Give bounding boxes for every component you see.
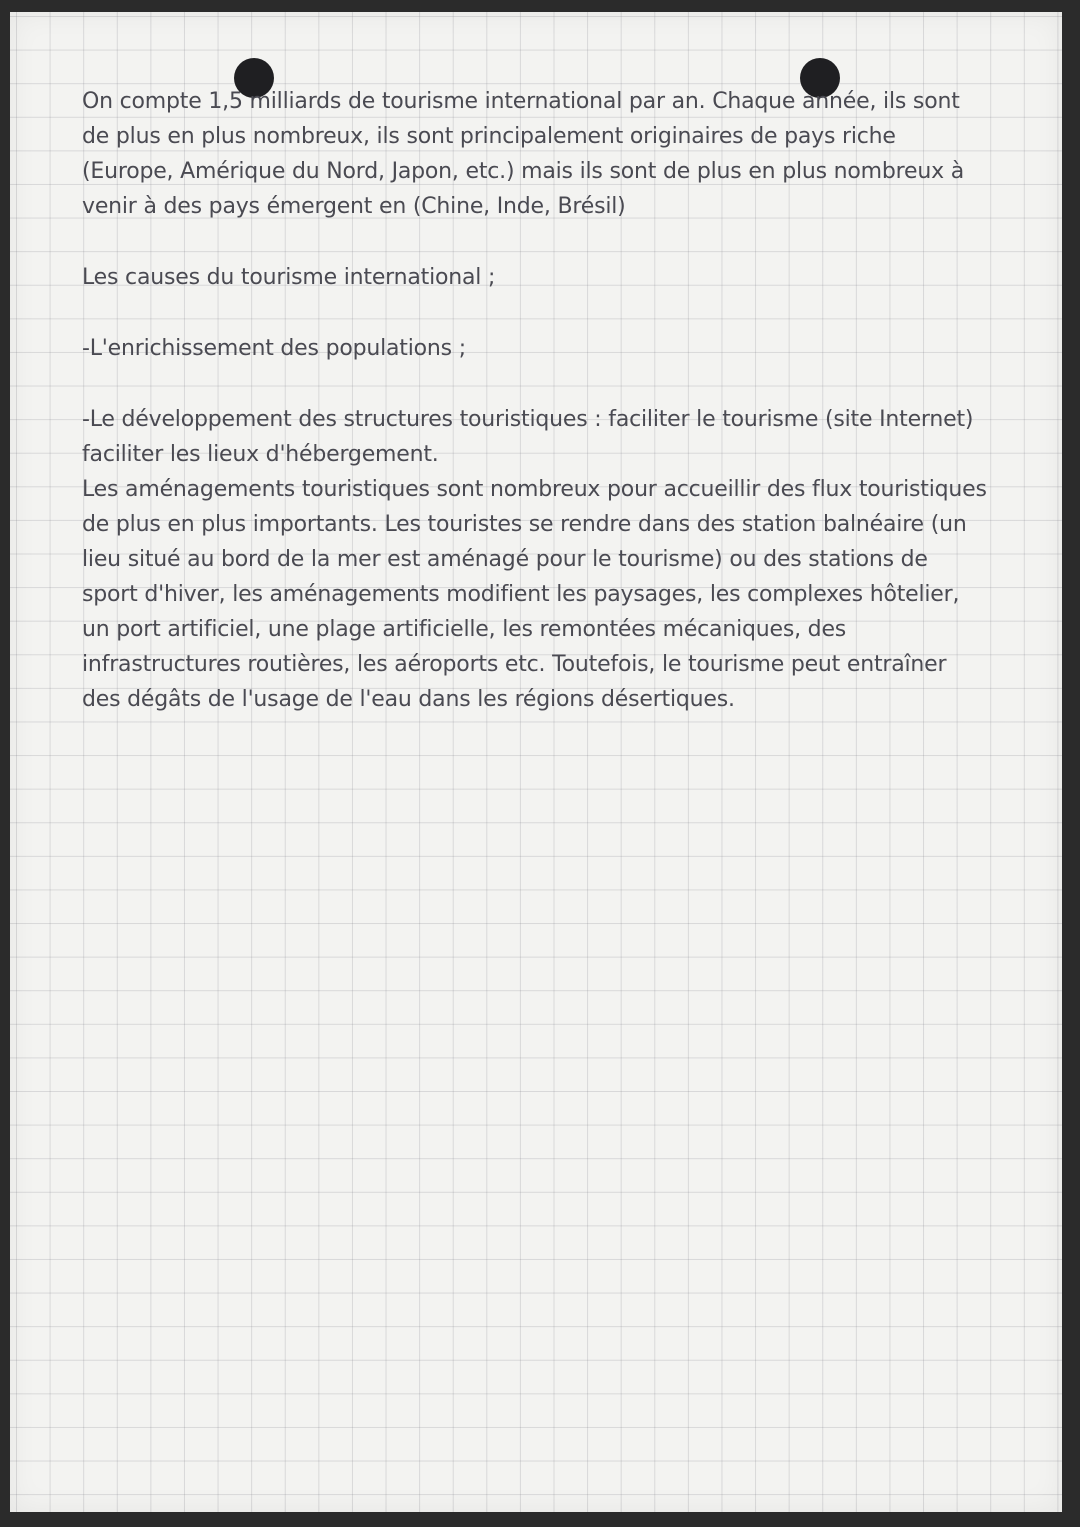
causes-heading: Les causes du tourisme international ; xyxy=(82,265,496,290)
cause-item-enrichment: -L'enrichissement des populations ; xyxy=(82,336,466,361)
amenagements-paragraph: Les aménagements touristiques sont nombreux pour accueillir des flux touristiques de plus en plus importants. Les touristes se rendre dans des station balnéaire (un lieu situé au bord de la mer est aménagé pour le tourisme) ou des stations de sport d'hiver, les aménagements modifient les paysages, les complexes hôtelier, un port artificiel, une plage artificielle, les remontées mécaniques, des infrastructures routières, les aéroports etc. Toutefois, le tourisme peut entraîner des dégâts de l'usage de l'eau dans les régions désertiques. xyxy=(82,477,987,712)
graph-paper-sheet xyxy=(10,12,1062,1512)
intro-paragraph: On compte 1,5 milliards de tourisme international par an. Chaque année, ils sont de plus en plus nombreux, ils sont principalement originaires de pays riche (Europe, Amérique du Nord, Japon, etc.) mais ils sont de plus en plus nombreux à venir à des pays émergent en (Chine, Inde, Brésil) xyxy=(82,89,965,219)
handwritten-notes xyxy=(82,84,987,717)
cause-item-structures: -Le développement des structures touristiques : faciliter le tourisme (site Internet) faciliter les lieux d'hébergement. xyxy=(82,407,974,467)
